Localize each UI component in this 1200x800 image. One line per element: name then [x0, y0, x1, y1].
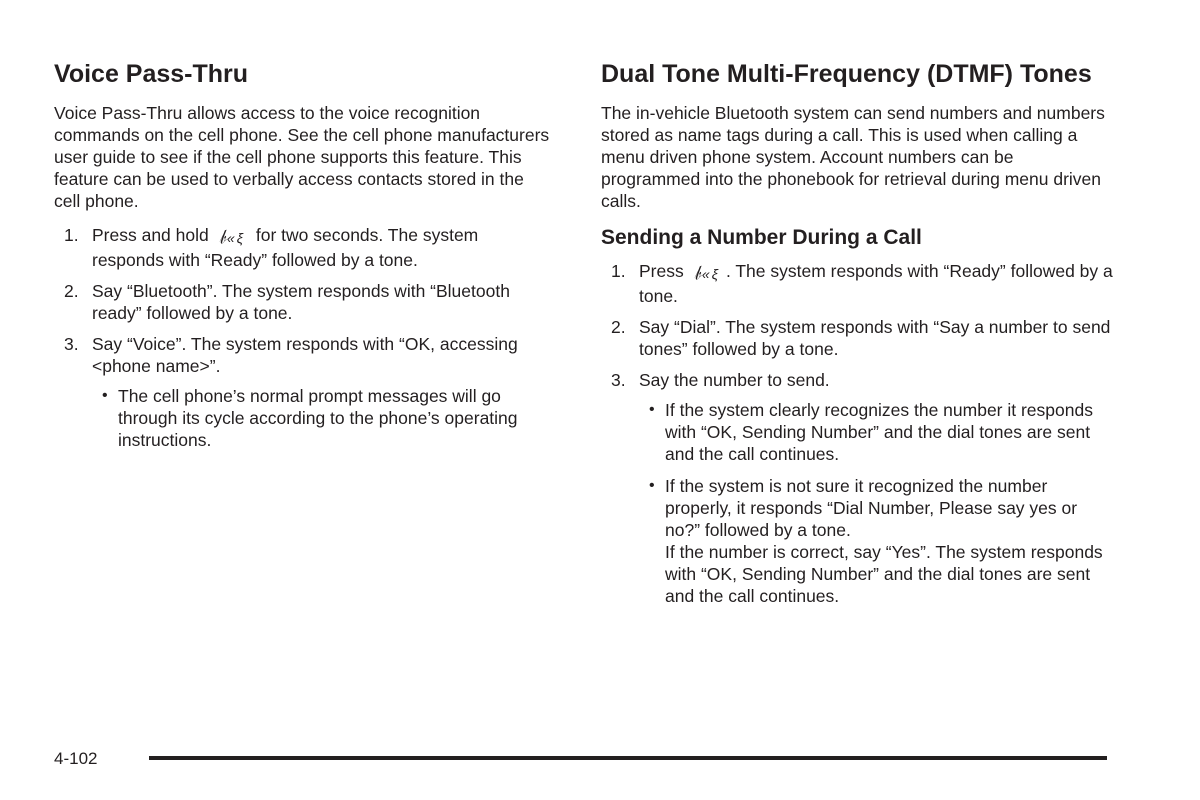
left-column	[54, 52, 554, 461]
bullet-dot-icon: •	[649, 477, 655, 494]
dtmf-intro: The in-vehicle Bluetooth system can send numbers and numbers stored as name tags during a call. This is used when calling a menu driven phone system. Account numbers can be programmed into the phonebook for retrieval during menu driven calls.	[601, 103, 1105, 211]
step-text-after-icon: for two seconds. The system responds with “Ready” followed by a tone.	[92, 225, 479, 270]
right-column	[601, 52, 1116, 617]
step-item	[54, 280, 554, 324]
step-item	[601, 316, 1116, 360]
bullet-item	[92, 385, 554, 451]
step-text-before-icon: Press	[639, 261, 684, 281]
voice-recognition-icon: «ξ	[701, 266, 720, 282]
step-item	[601, 260, 1116, 307]
step-number: 3.	[611, 370, 626, 390]
step-number: 2.	[64, 281, 79, 301]
footer-rule	[149, 756, 1107, 760]
step-text: Say “Voice”. The system responds with “OK, accessing <phone name>”.	[92, 334, 518, 376]
step-text: Say “Bluetooth”. The system responds with “Bluetooth ready” followed by a tone.	[92, 281, 510, 323]
step-text-before-icon: Press and hold	[92, 225, 209, 245]
bullet-dot-icon: •	[649, 401, 655, 418]
bullet-text: If the system clearly recognizes the number it responds with “OK, Sending Number” and the dial tones are sent and the call continues.	[665, 400, 1093, 464]
phone-handset-icon: 𝒷	[214, 227, 230, 249]
voice-pass-thru-steps	[54, 224, 554, 451]
bullet-item	[639, 399, 1116, 465]
step-number: 1.	[611, 261, 626, 281]
bullet-text: If the system is not sure it recognized the number properly, it responds “Dial Number, Please say yes or no?” followed by a tone.	[665, 476, 1078, 540]
sending-number-steps	[601, 260, 1116, 607]
step-text: Say “Dial”. The system responds with “Say a number to send tones” followed by a tone.	[639, 317, 1111, 359]
phone-voice-button-icons	[214, 227, 245, 249]
step-number: 3.	[64, 334, 79, 354]
bullet-item	[639, 475, 1116, 607]
subheading-sending-number: Sending a Number During a Call	[601, 226, 922, 249]
voice-recognition-icon: «ξ	[226, 230, 245, 246]
step-bullets	[639, 399, 1116, 607]
bullet-dot-icon: •	[102, 387, 108, 404]
step-text: Say the number to send.	[639, 370, 830, 390]
step-item	[601, 369, 1116, 607]
voice-pass-thru-intro: Voice Pass-Thru allows access to the voice recognition commands on the cell phone. See the cell phone manufacturers user guide to see if the cell phone supports this feature. This feature can be used to verbally access contacts stored in the cell phone.	[54, 103, 550, 211]
phone-handset-icon: 𝒷	[689, 263, 705, 285]
step-text-after-icon: . The system responds with “Ready” followed by a tone.	[639, 261, 1113, 306]
section-heading-voice-pass-thru: Voice Pass-Thru	[54, 60, 249, 88]
section-heading-dtmf-tones: Dual Tone Multi-Frequency (DTMF) Tones	[601, 60, 1092, 88]
step-item	[54, 333, 554, 451]
bullet-text: The cell phone’s normal prompt messages will go through its cycle according to the phone’s operating instructions.	[118, 386, 518, 450]
step-number: 2.	[611, 317, 626, 337]
step-number: 1.	[64, 225, 79, 245]
step-item	[54, 224, 554, 271]
phone-voice-button-icons	[689, 263, 720, 285]
step-bullets	[92, 385, 554, 451]
page-number: 4-102	[54, 749, 98, 768]
bullet-text-continued: If the number is correct, say “Yes”. The system responds with “OK, Sending Number” and the dial tones are sent and the call continues.	[665, 542, 1103, 606]
